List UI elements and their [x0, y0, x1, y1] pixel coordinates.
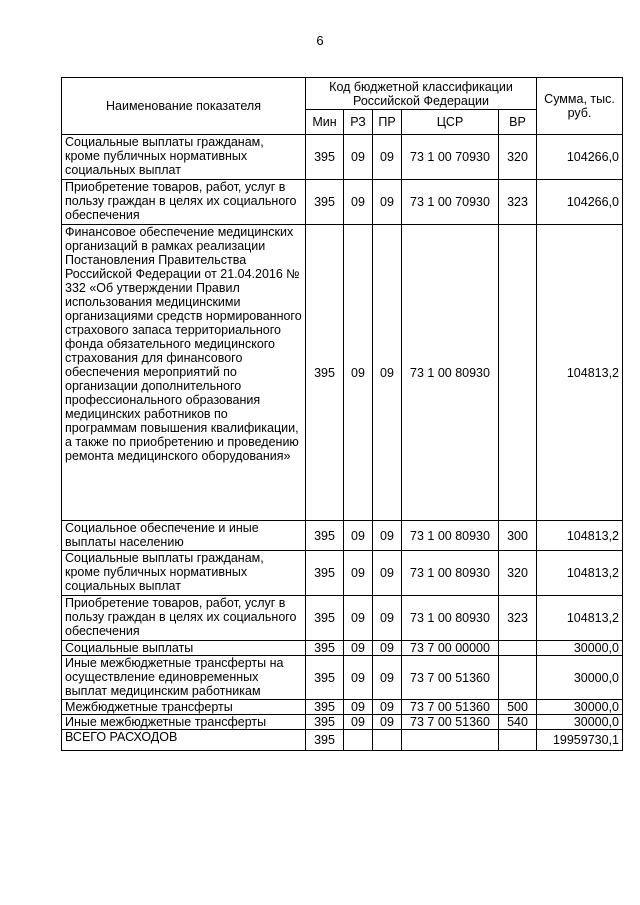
- header-csr: ЦСР: [402, 110, 499, 135]
- cell-vr: 323: [499, 180, 537, 225]
- cell-sum: 30000,0: [537, 656, 623, 700]
- cell-vr: 323: [499, 596, 537, 641]
- cell-vr: 500: [499, 700, 537, 715]
- table-row: [62, 730, 623, 751]
- cell-sum: 19959730,1: [537, 730, 623, 751]
- table-row: [62, 135, 623, 180]
- cell-pr: 09: [373, 551, 402, 596]
- table-row: [62, 225, 623, 521]
- cell-name: Приобретение товаров, работ, услуг в пользу граждан в целях их социального обеспечения: [62, 180, 306, 225]
- cell-csr: [402, 730, 499, 751]
- cell-name: Иные межбюджетные трансферты: [62, 715, 306, 730]
- header-code-group: Код бюджетной классификации Российской Федерации: [306, 78, 537, 110]
- cell-min: 395: [306, 656, 344, 700]
- cell-min: 395: [306, 641, 344, 656]
- cell-csr: 73 1 00 80930: [402, 225, 499, 521]
- budget-table: [61, 77, 623, 751]
- table-row: [62, 641, 623, 656]
- cell-csr: 73 1 00 70930: [402, 180, 499, 225]
- cell-csr: 73 7 00 51360: [402, 715, 499, 730]
- cell-pr: 09: [373, 700, 402, 715]
- table-row: [62, 551, 623, 596]
- cell-rz: 09: [344, 180, 373, 225]
- header-min: Мин: [306, 110, 344, 135]
- cell-min: 395: [306, 596, 344, 641]
- cell-pr: 09: [373, 521, 402, 551]
- cell-name: Финансовое обеспечение медицинских организаций в рамках реализации Постановления Правительства Российской Федерации от 21.04.2016 № 332 «Об утверждении Правил использования медицинскими организациями средств нормированного страхового запаса территориального фонда обязательного медицинского страхования для финансового обеспечения мероприятий по организации дополнительного профессионального образования медицинских работников по программам повышения квалификации, а также по приобретению и проведению ремонта медицинского оборудования»: [62, 225, 306, 521]
- cell-pr: [373, 730, 402, 751]
- cell-csr: 73 7 00 00000: [402, 641, 499, 656]
- cell-rz: 09: [344, 596, 373, 641]
- cell-rz: 09: [344, 135, 373, 180]
- cell-min: 395: [306, 551, 344, 596]
- table-row: [62, 656, 623, 700]
- page-number: 6: [316, 33, 324, 48]
- cell-min: 395: [306, 715, 344, 730]
- cell-pr: 09: [373, 641, 402, 656]
- cell-min: 395: [306, 521, 344, 551]
- cell-name: Приобретение товаров, работ, услуг в пользу граждан в целях их социального обеспечения: [62, 596, 306, 641]
- cell-pr: 09: [373, 715, 402, 730]
- cell-pr: 09: [373, 656, 402, 700]
- cell-sum: 104266,0: [537, 180, 623, 225]
- cell-vr: 300: [499, 521, 537, 551]
- cell-sum: 104813,2: [537, 596, 623, 641]
- cell-min: 395: [306, 135, 344, 180]
- table-row: [62, 596, 623, 641]
- header-pr: ПР: [373, 110, 402, 135]
- table-row: [62, 715, 623, 730]
- header-rz: РЗ: [344, 110, 373, 135]
- cell-rz: 09: [344, 551, 373, 596]
- cell-name: Социальные выплаты гражданам, кроме публичных нормативных социальных выплат: [62, 135, 306, 180]
- cell-csr: 73 7 00 51360: [402, 700, 499, 715]
- cell-name: Социальные выплаты гражданам, кроме публичных нормативных социальных выплат: [62, 551, 306, 596]
- cell-sum: 30000,0: [537, 641, 623, 656]
- cell-sum: 104813,2: [537, 551, 623, 596]
- cell-csr: 73 1 00 70930: [402, 135, 499, 180]
- cell-rz: 09: [344, 521, 373, 551]
- cell-pr: 09: [373, 225, 402, 521]
- cell-sum: 104813,2: [537, 225, 623, 521]
- table-row: [62, 700, 623, 715]
- cell-min: 395: [306, 180, 344, 225]
- cell-vr: 540: [499, 715, 537, 730]
- cell-vr: [499, 656, 537, 700]
- cell-csr: 73 1 00 80930: [402, 596, 499, 641]
- cell-min: 395: [306, 225, 344, 521]
- cell-csr: 73 1 00 80930: [402, 521, 499, 551]
- cell-csr: 73 7 00 51360: [402, 656, 499, 700]
- cell-vr: [499, 641, 537, 656]
- cell-rz: 09: [344, 715, 373, 730]
- cell-pr: 09: [373, 180, 402, 225]
- cell-vr: [499, 225, 537, 521]
- cell-name: Межбюджетные трансферты: [62, 700, 306, 715]
- header-sum: Сумма, тыс. руб.: [537, 78, 623, 135]
- header-vr: ВР: [499, 110, 537, 135]
- cell-rz: [344, 730, 373, 751]
- header-name: Наименование показателя: [62, 78, 306, 135]
- cell-csr: 73 1 00 80930: [402, 551, 499, 596]
- cell-vr: 320: [499, 551, 537, 596]
- cell-rz: 09: [344, 700, 373, 715]
- cell-name: ВСЕГО РАСХОДОВ: [62, 730, 306, 751]
- cell-rz: 09: [344, 656, 373, 700]
- cell-sum: 104813,2: [537, 521, 623, 551]
- cell-rz: 09: [344, 641, 373, 656]
- cell-sum: 104266,0: [537, 135, 623, 180]
- cell-vr: 320: [499, 135, 537, 180]
- cell-pr: 09: [373, 135, 402, 180]
- table-row: [62, 180, 623, 225]
- cell-sum: 30000,0: [537, 715, 623, 730]
- cell-rz: 09: [344, 225, 373, 521]
- cell-sum: 30000,0: [537, 700, 623, 715]
- cell-name: Социальное обеспечение и иные выплаты населению: [62, 521, 306, 551]
- cell-min: 395: [306, 730, 344, 751]
- cell-min: 395: [306, 700, 344, 715]
- cell-name: Социальные выплаты: [62, 641, 306, 656]
- cell-pr: 09: [373, 596, 402, 641]
- cell-vr: [499, 730, 537, 751]
- table-row: [62, 521, 623, 551]
- cell-name: Иные межбюджетные трансферты на осуществление единовременных выплат медицинским работникам: [62, 656, 306, 700]
